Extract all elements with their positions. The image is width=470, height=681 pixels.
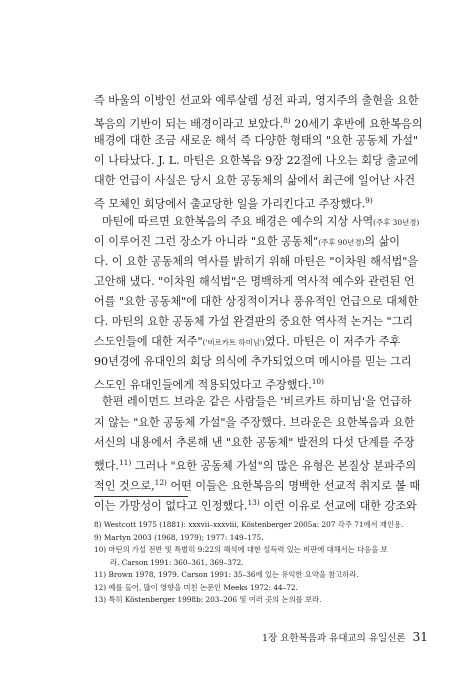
page-footer — [262, 630, 428, 644]
footnotes — [94, 519, 404, 607]
text-line: 배경에 대한 조금 새로운 해석 즉 다양한 형태의 "요한 공동체 가설" — [94, 134, 419, 148]
text-line: 고안해 냈다. "이차원 해석법"은 명백하게 역사적 예수와 관련된 언 — [94, 274, 415, 288]
footnote-ref: 10) — [311, 377, 325, 387]
footnote-ref: 12) — [154, 477, 167, 487]
text-line: 90년경에 유대인의 회당 의식에 추가되었으며 메시아를 믿는 그리 — [94, 355, 412, 369]
footnote-separator — [94, 496, 188, 497]
footnote-ref: 9) — [365, 196, 373, 206]
text-line: 즉 바울의 이방인 선교와 예루살렘 성전 파괴, 영지주의 출현을 요한 — [94, 94, 419, 107]
footnote: 12) 예를 들어, 많이 영향을 미친 논문인 Meeks 1972: 44–72. — [94, 582, 298, 592]
page-number: 31 — [412, 630, 428, 644]
text-line: 어를 "요한 공동체"에 대한 상징적이거나 풍유적인 언급으로 대체한 — [94, 294, 419, 308]
footnote: 8) Westcott 1975 (1881): xxxvii–xxxviii, Köstenberger 2005a: 207 각주 71에서 재인용. — [94, 520, 404, 529]
running-head: 1장 요한복음과 유대교의 유일신론 — [262, 633, 406, 644]
text-line: 마틴에 따르면 요한복음의 주요 배경은 예수의 지상 사역(주후 30년경) — [102, 214, 420, 228]
footnote-ref: 8) — [283, 116, 291, 126]
footnote: 11) Brown 1978, 1979. Carson 1991: 35–36에 있는 유익한 요약을 참고하라. — [94, 570, 359, 579]
text-line: 적인 것으로,$^{12)}$ 어떤 이들은 요한복음의 명백한 선교적 취지로 볼 때 — [94, 477, 421, 493]
text-line: 복음의 기반이 되는 배경이라고 보았다.$^{8)}$ 20세기 후반에 요한복음의 — [94, 116, 423, 131]
footnote-ref: 13) — [247, 497, 260, 507]
text-line: 대한 언급이 사실은 당시 요한 공동체의 삶에서 최근에 일어난 사건 — [94, 174, 416, 188]
text-line: 지 않는 "요한 공동체 가설"을 주장했다. 브라운은 요한복음과 요한 — [94, 415, 415, 429]
footnote-ref: 11) — [118, 457, 132, 467]
text-line: 다. 마틴의 요한 공동체 가설 완결판의 중요한 역사적 논거는 "그리 — [94, 315, 413, 329]
footnote: 10) 마틴의 가설 전반 및 특별히 9:22의 해석에 대한 설득력 있는 비판에 대해서는 다음을 보 — [94, 545, 388, 554]
footnote: 9) Martyn 2003 (1968, 1979); 1977: 149–175. — [94, 532, 264, 542]
footnote: 13) 특히 Köstenberger 1998b: 203–206 및 여러 곳의 논의를 보라. — [94, 595, 322, 604]
text-line: 스도인 유대인들에게 적용되었다고 주장했다.$^{10)}$ — [94, 377, 325, 392]
body-text — [94, 91, 423, 513]
text-line: 한편 레이먼드 브라운 같은 사람들은 '비르카트 하미님'을 언급하 — [102, 395, 412, 409]
footnote-continuation: 라. Carson 1991: 360–361, 369–372. — [110, 557, 244, 567]
text-line: 스도인들에 대한 저주"('비르카트 하미님')였다. 마틴은 이 저주가 주후 — [94, 335, 401, 349]
text-line: 서신의 내용에서 추론해 낸 "요한 공동체" 발전의 다섯 단계를 주장 — [94, 435, 415, 449]
text-line: 이 이루어진 그런 장소가 아니라 "요한 공동체"(주후 90년경)의 삶이 — [94, 234, 401, 248]
text-line: 즉 모체인 회당에서 출교당한 일을 가리킨다고 주장했다.$^{9)}$ — [94, 196, 373, 212]
text-line: 다. 이 요한 공동체의 역사를 밝히기 위해 마틴은 "이차원 해석법"을 — [94, 254, 419, 268]
text-line: 이는 가망성이 없다고 인정했다.$^{13)}$ 이런 이유로 선교에 대한 강조와 — [94, 497, 417, 513]
text-line: 했다.$^{11)}$ 그러나 "요한 공동체 가설"의 많은 유형은 본질상 분파주의 — [94, 457, 417, 473]
text-line: 이 나타났다. J. L. 마틴은 요한복음 9장 22절에 나오는 회당 출교에 — [94, 154, 419, 168]
